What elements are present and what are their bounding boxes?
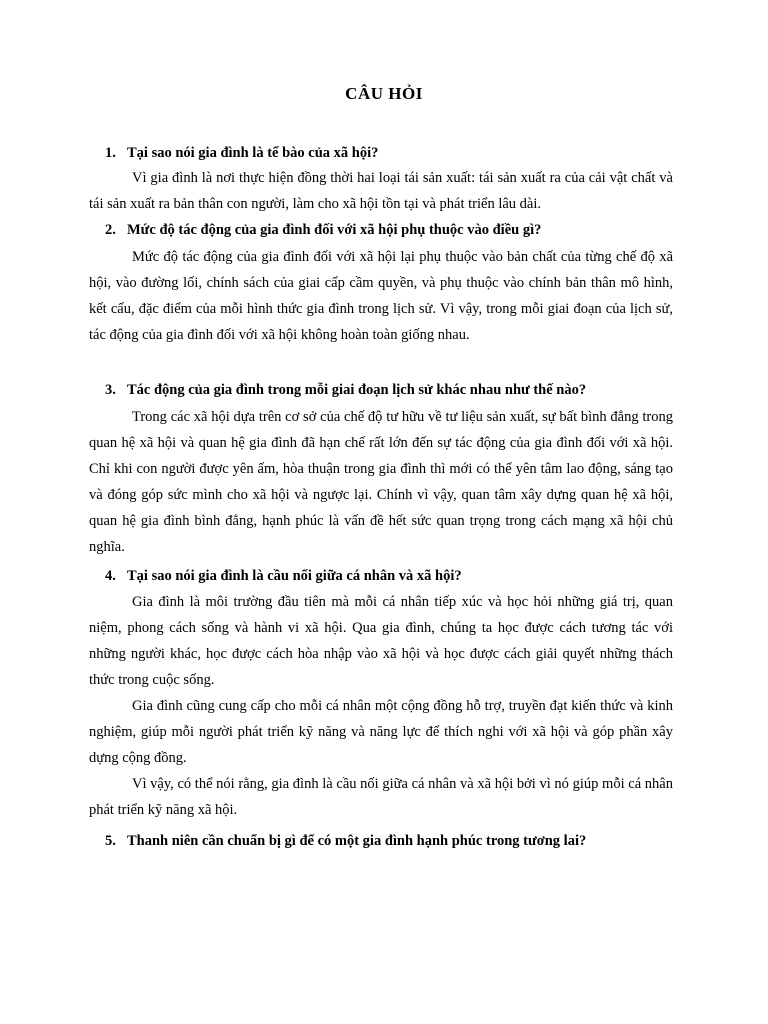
question-text: Mức độ tác động của gia đình đối với xã hội phụ thuộc vào điều gì? bbox=[127, 222, 542, 238]
answer-paragraph: Gia đình cũng cung cấp cho mỗi cá nhân một cộng đồng hỗ trợ, truyền đạt kiến thức và kinh nghiệm, giúp mỗi người phát triển kỹ năng và năng lực để thích nghi với xã hội và góp phần xây dựng cộng đồng. bbox=[89, 698, 673, 766]
answer-paragraph: Mức độ tác động của gia đình đối với xã hội lại phụ thuộc vào bản chất của từng chế độ xã hội, vào đường lối, chính sách của giai cấp cầm quyền, và phụ thuộc vào chính bản thân mô hình, kết cấu, đặc điểm của mỗi hình thức gia đình trong lịch sử. Vì vậy, trong mỗi giai đoạn của lịch sử, tác động của gia đình đối với xã hội không hoàn toàn giống nhau. bbox=[89, 249, 673, 343]
answer-paragraph: Vì vậy, có thể nói rằng, gia đình là cầu nối giữa cá nhân và xã hội bởi vì nó giúp mỗi cá nhân phát triển kỹ năng xã hội. bbox=[89, 776, 673, 818]
page-title: CÂU HỎI bbox=[345, 84, 423, 103]
question-number: 4. bbox=[105, 568, 116, 584]
question-text: Tại sao nói gia đình là tế bào của xã hội? bbox=[127, 145, 379, 161]
question-number: 1. bbox=[105, 145, 116, 161]
question-text: Tác động của gia đình trong mỗi giai đoạn lịch sử khác nhau như thế nào? bbox=[127, 382, 587, 398]
question-number: 5. bbox=[105, 833, 116, 849]
question-text: Tại sao nói gia đình là cầu nối giữa cá nhân và xã hội? bbox=[127, 568, 462, 584]
question-heading bbox=[105, 380, 705, 400]
question-number: 3. bbox=[105, 382, 116, 398]
answer-paragraph: Trong các xã hội dựa trên cơ sở của chế độ tư hữu về tư liệu sản xuất, sự bất bình đẳng trong quan hệ xã hội và quan hệ gia đình đã hạn chế rất lớn đến sự tác động của gia đình đối với xã hội. Chỉ khi con người được yên ấm, hòa thuận trong gia đình thì mới có thể yên tâm lao động, sáng tạo và đóng góp sức mình cho xã hội và ngược lại. Chính vì vậy, quan tâm xây dựng quan hệ xã hội, quan hệ gia đình bình đẳng, hạnh phúc là vấn đề hết sức quan trọng trong cách mạng xã hội chủ nghĩa. bbox=[89, 409, 673, 555]
question-number: 2. bbox=[105, 222, 116, 238]
question-text: Thanh niên cần chuẩn bị gì để có một gia đình hạnh phúc trong tương lai? bbox=[127, 833, 587, 849]
question-heading bbox=[105, 566, 705, 586]
question-heading bbox=[105, 143, 705, 163]
question-heading bbox=[105, 220, 705, 240]
answer-paragraph: Gia đình là môi trường đầu tiên mà mỗi cá nhân tiếp xúc và học hỏi những giá trị, quan niệm, phong cách sống và hành vi xã hội. Qua gia đình, chúng ta học được cách tương tác với những người khác, học được cách hòa nhập vào xã hội và học được cách giải quyết những thách thức trong cuộc sống. bbox=[89, 594, 673, 688]
question-heading bbox=[105, 831, 705, 851]
answer-paragraph: Vì gia đình là nơi thực hiện đồng thời hai loại tái sản xuất: tái sản xuất ra của cải vật chất và tái sản xuất ra bản thân con người, làm cho xã hội tồn tại và phát triển lâu dài. bbox=[89, 170, 673, 212]
